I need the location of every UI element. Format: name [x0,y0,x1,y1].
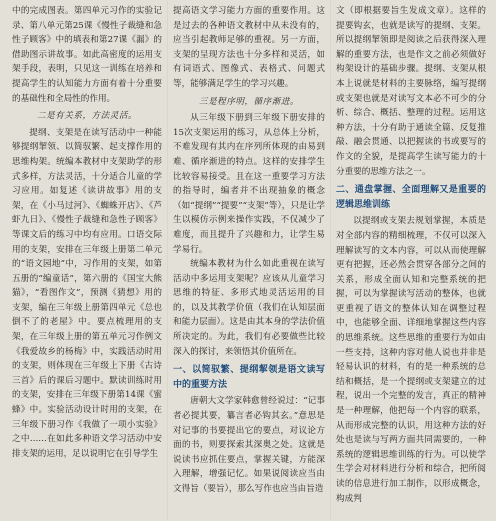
text-column-left [12,4,162,517]
section-heading: 二、通盘掌握、全面理解又是重要的逻辑思维训练 [336,185,486,210]
paragraph: 提纲、支架是在读写活动中一种能够提纲挈领、以简驭繁、起支撑作用的思维构架。统编本教材中支架助学的形式多样，方法灵活，十分适合儿童的学习应用。如复述《读讲故事》用的支架，在《小马过河》、《蜘蛛开店》、《芦虾九日》、《慢性子裁缝和急性子顾客》等课文后的练习中均有应用。口语交际用的支架，安排在三年级上册第二单元的“语文园地”中，习作用的支架，如第五册的“编童话”，第六册的《国宝大熊猫》，“看图作文”，预测《猜想》用的支架，编在三年级上册第四单元《总也倒不了的老屋》中。要点梳理用的支架，在三年级上册的第五单元习作例文《我爱故乡的杨梅》中，实践活动时用的支架，则体现在三年级上下册《古诗三首》后的课后习题中。默读训练时用的支架，安排在三年级下册第14课《蜜蜂》中。实验活动设计时用的支架，在三年级下册习作《我做了一项小实验》之中……在如此多种语文学习活动中安排支架的运用，足以说明它在引导学生 [12,127,162,459]
paragraph: 以提纲或支架去规划掌握，本质是对全部内容的精细梳理，不仅可以深入理解读写的文本内容，可以从而使理解更有把握，还必然会贯穿各部分之间的关系，形成全面认知和完整系统的把握，可以为掌握读写活动的整体，也就更重视了语文的整体认知在调整过程中，也能够全面、详细地掌握这些内容的思维系统。这些思维的重要行为如由一些支持，这种内容对他人说也并非是轻易认识的材料，有的是一种系统的总结和概括，是一个提纲或支架建立的过程，说出一个完整的发言，真正的精神是一种理解，他把每一个内容的联系，从而形成完整的认识，用这种方法的好处也是读与写两方面共同需要的，一种系统的逻辑思维训练的行为。可以使学生学会对材料进行分析和综合，把所阅读的信息进行加工制作，以形成概念，构成判 [336,216,486,504]
subheading: 三是程序明，循序渐进。 [198,96,300,107]
text-column-right [336,4,486,517]
subheading: 二是有关系，方法灵活。 [36,111,138,122]
section-heading: 一、以简驭繁、提纲挈领是语文读写中的重要方法 [173,365,325,390]
paragraph: 从三年级下册到三年级下册安排的15次支架运用的练习，从总体上分析，不难发现有其内在序列所体现的由易到难、循序渐进的特点。这样的安排学生比较容易接受。且在这一重要学习方法的指导时，编者并不出现抽象的概念（如“提纲”“提要”“支架”等），只是让学生以模仿示例来操作实践，不仅减少了难度，而且提升了兴趣和力，让学生易学易行。 [173,113,325,255]
column-divider [330,0,331,521]
paragraph: 唐朝大文学家韩愈曾经说过：“记事者必提其要，纂言者必钩其玄。”意思是对记事的书要提出它的要点，对议论方面的书，则要探索其深奥之处。这就是说读书应抓住要点，掌握关键，方能深入理解，增强记忆。如果说阅读应当由文得旨（要旨），那么写作也应当由旨造 [173,396,325,494]
text-column-middle [173,4,325,517]
paragraph: 中的完成图表。第四单元习作的实验记录、第八单元第25课《慢性子裁缝和急性子顾客》中的填表和第27课《漏》的借助图示讲故事。如此高密度的运用支架手段，表明，只见这一训练在培养和提高学生的认知能力方面有着十分重要的基础性和全局性的作用。 [12,6,162,104]
paragraph: 文（即根据要旨生发成文章）。这样的提要钩玄，也就是读写的提纲、支架。所以提纲挈领即是阅读之后获得深入理解的重要方法，也是作文之前必须做好构架设计的基础步骤。提纲、支架从根本上说就是材料的主要脉络，编写提纲或支架也就是对读写文本必不可少的分析、综合、概括、整理的过程。运用这种方法，十分有助于通读全篇、反复推敲、融会贯通、以把握读的书或要写的作文的全貌，是提高学生读写能力的十分重要的思维方法之一。 [336,6,486,177]
column-divider [167,0,168,521]
paragraph: 提高语文学习能力方面的重要作用。这是过去的各种语文教材中从未没有的，应当引起教师足够的重视。另一方面，支架的呈现方法也十分多样和灵活，如有词语式、图像式、表格式、问题式等，能够满足学生的学习兴趣。 [173,6,325,89]
paragraph: 统编本教材为什么如此重视在读写活动中多运用支架呢？应该从儿童学习思维的特征、多形式地灵活运用的目的，以及其教学价值（我们在认知层面和能力层面）。这是由其本身的学法价值所决定的。为此，我们有必要做些比较深入的探讨，来领悟其价值所在。 [173,259,325,357]
